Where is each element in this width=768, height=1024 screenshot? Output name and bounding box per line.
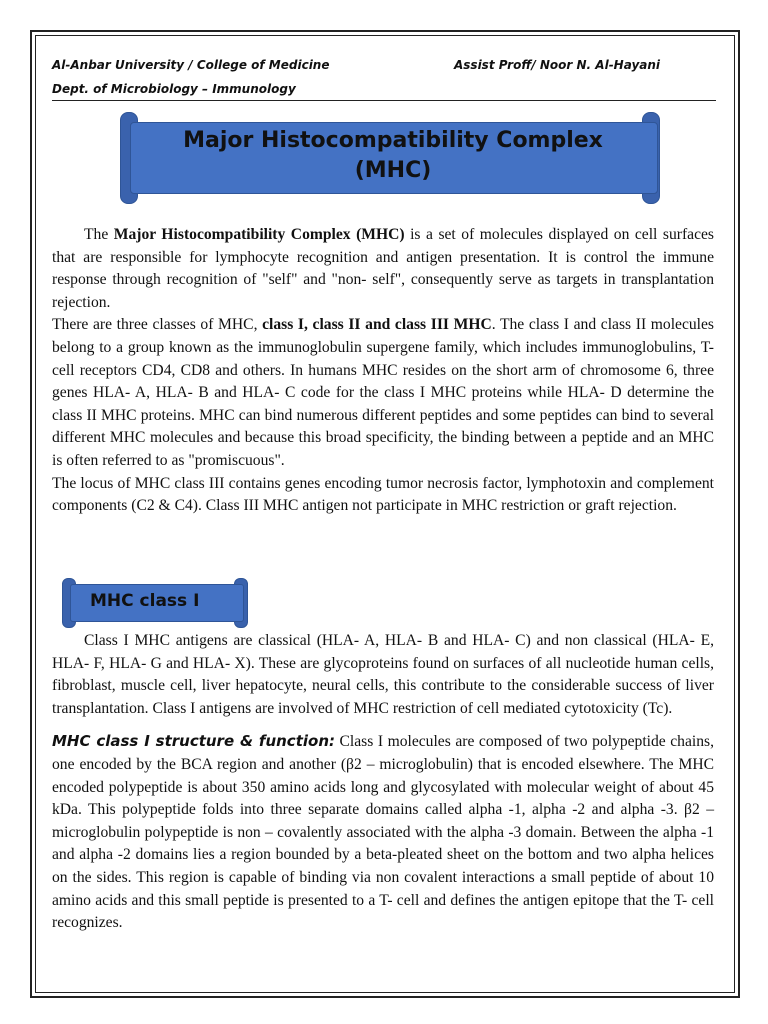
section-heading: MHC class I — [90, 591, 200, 611]
class1-section — [52, 630, 714, 935]
intro-p2-classes: class I, class II and class III MHC — [262, 316, 492, 334]
structure-text: Class I molecules are composed of two polypeptide chains, one encoded by the BCA region and another (β2 – microglobulin) that is encoded elsewhere. The MHC encoded polypeptide is about 350 amino acids long and glycosylated with molecular weight of about 45 kDa. This polypeptide folds into three separate domains called alpha -1, alpha -2 and alpha -3. β2 – microglobulin polypeptide is non – covalently associated with the alpha -3 domain. Between the alpha -1 and alpha -2 domains lies a region bounded by a beta-pleated sheet on the bottom and two alpha helices on the sides. This region is capable of binding via non covalent interactions a small peptide of about 10 amino acids and this small peptide is presented to a T- cell and defines the antigen epitope that the T- cell recognizes. — [52, 733, 714, 932]
intro-section — [52, 224, 714, 518]
intro-p1-rest: is a set of molecules displayed on cell surfaces that are responsible for lymphocyte recognition and antigen presentation. It is control the immune response through recognition of "self" and "non- self", consequently serve as targets in transplantation rejection. — [52, 226, 714, 311]
intro-paragraph-3: The locus of MHC class III contains genes encoding tumor necrosis factor, lymphotoxin and complement components (C2 & C4). Class III MHC antigen not participate in MHC restriction or graft rejection. — [52, 474, 714, 515]
structure-paragraph — [52, 730, 714, 934]
intro-p2-rest: . The class I and class II molecules belong to a group known as the immunoglobulin supergene family, which includes immunoglobulins, T- cell receptors CD4, CD8 and others. In humans MHC resides on the short arm of chromosome 6, three genes HLA- A, HLA- B and HLA- C code for the class I MHC proteins while HLA- D determine the class II MHC proteins. MHC can bind numerous different peptides and some peptides can bind to several different MHC molecules and because this broad specificity, the binding between a peptide and an MHC is often referred to as "promiscuous". — [52, 316, 714, 469]
intro-paragraph-2 — [52, 314, 714, 472]
page-title — [130, 126, 656, 186]
structure-heading: MHC class I structure & function: — [52, 732, 335, 751]
page-title-line2: (MHC) — [354, 158, 432, 183]
header-university: Al-Anbar University / College of Medicine — [52, 58, 330, 72]
header-rule — [52, 100, 716, 101]
intro-p1-term: Major Histocompatibility Complex (MHC) — [113, 226, 405, 243]
title-banner — [120, 112, 660, 202]
page-title-line1: Major Histocompatibility Complex — [183, 128, 603, 153]
header-department: Dept. of Microbiology – Immunology — [52, 82, 296, 96]
class1-paragraph: Class I MHC antigens are classical (HLA- A, HLA- B and HLA- C) and non classical (HLA- E, HLA- F, HLA- G and HLA- X). These are glycoproteins found on surfaces of all nucleotide human cells, fibroblast, muscle cell, liver hepatocyte, neural cells, this contribute to the considerable success of liver transplantation. Class I antigens are involved of MHC restriction of cell mediated cytotoxicity (Tc). — [52, 632, 714, 717]
header-author: Assist Proff/ Noor N. Al-Hayani — [454, 58, 661, 72]
section-banner-mhc-class-1 — [62, 578, 248, 626]
intro-p2-start: There are three classes of MHC, — [52, 316, 263, 334]
intro-paragraph-1 — [52, 224, 714, 314]
intro-p1-start: The — [84, 226, 114, 243]
